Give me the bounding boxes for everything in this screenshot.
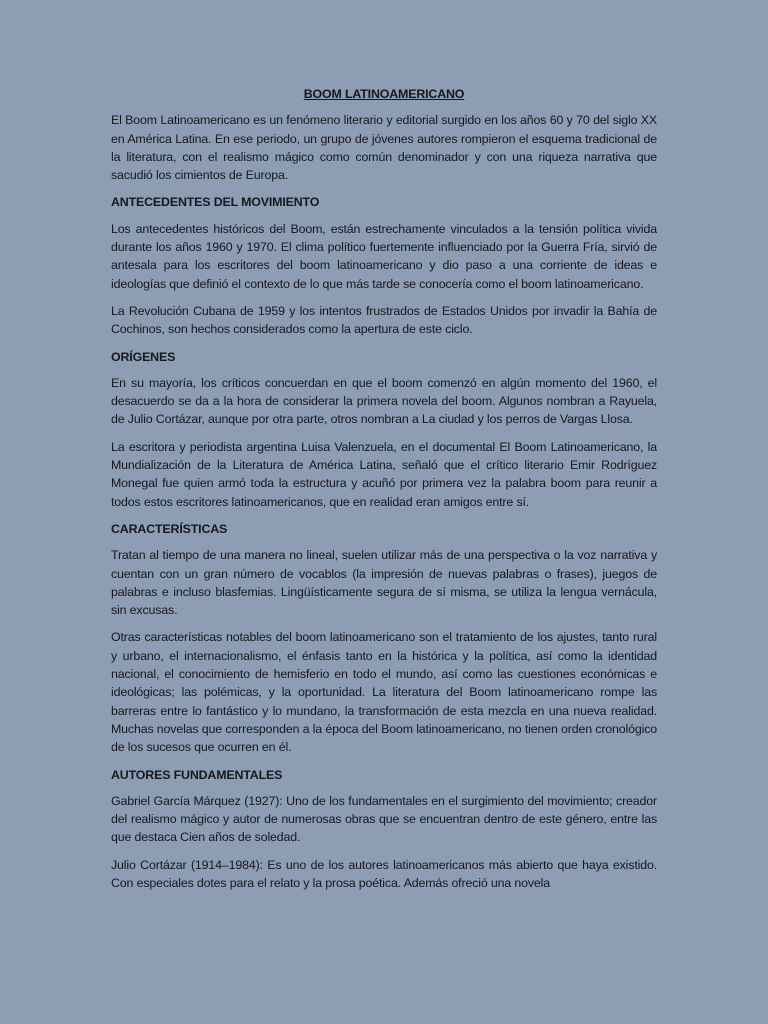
intro-paragraph: El Boom Latinoamericano es un fenómeno literario y editorial surgido en los años 60 y 70 del siglo XX en América Latina. En ese periodo, un grupo de jóvenes autores rompieron el esquema tradicional de la literatura, con el realismo mágico como común denominador y con una riqueza narrativa que sacudió los cimientos de Europa. bbox=[111, 113, 657, 183]
paragraph: Otras características notables del boom latinoamericano son el tratamiento de los ajustes, tanto rural y urbano, el internacionalismo, el énfasis tanto en la histórica y la política, así como la identidad nacional, el conocimiento de hemisferio en todo el mundo, así como las cuestiones económicas e ideológicas; las polémicas, y la oportunidad. La literatura del Boom latinoamericano rompe las barreras entre lo fantástico y lo mundano, la transformación de esta mezcla en una nueva realidad. Muchas novelas que corresponden a la época del Boom latinoamericano, no tienen orden cronológico de los sucesos que ocurren en él. bbox=[111, 630, 657, 755]
section-heading-autores: AUTORES FUNDAMENTALES bbox=[111, 767, 283, 782]
section-heading-origenes: ORÍGENES bbox=[111, 349, 176, 364]
paragraph: La escritora y periodista argentina Luisa Valenzuela, en el documental El Boom Latinoamericano, la Mundialización de la Literatura de América Latina, señaló que el crítico literario Emir Rodríguez Monegal fue quien armó toda la estructura y acuñó por primera vez la palabra boom para reunir a todos estos escritores latinoamericanos, que en realidad eran amigos entre sí. bbox=[111, 439, 657, 509]
paragraph: La Revolución Cubana de 1959 y los intentos frustrados de Estados Unidos por invadir la Bahía de Cochinos, son hechos considerados como la apertura de este ciclo. bbox=[111, 303, 657, 337]
document-title: BOOM LATINOAMERICANO bbox=[303, 87, 465, 101]
paragraph: Julio Cortázar (1914–1984): Es uno de los autores latinoamericanos más abierto que haya existido. Con especiales dotes para el relato y la prosa poética. Además ofreció una novela bbox=[111, 857, 657, 890]
paragraph: Gabriel García Márquez (1927): Uno de los fundamentales en el surgimiento del movimiento; creador del realismo mágico y autor de numerosas obras que se encuentran dentro de este género, entre las que destaca Cien años de soledad. bbox=[111, 793, 657, 845]
paragraph: Tratan al tiempo de una manera no lineal, suelen utilizar más de una perspectiva o la voz narrativa y cuentan con un gran número de vocablos (la impresión de nuevas palabras o frases), juegos de palabras e incluso blasfemias. Lingüísticamente segura de sí misma, se utiliza la lengua vernácula, sin excusas. bbox=[111, 548, 657, 618]
section-heading-caracteristicas: CARACTERÍSTICAS bbox=[111, 521, 228, 536]
paragraph: Los antecedentes históricos del Boom, están estrechamente vinculados a la tensión política vivida durante los años 1960 y 1970. El clima político fuertemente influenciado por la Guerra Fría, sirvió de antesala para los escritores del boom latinoamericano y dio paso a una corriente de ideas e ideologías que definió el contexto de lo que más tarde se conocería como el boom latinoamericano. bbox=[111, 221, 657, 291]
section-heading-antecedentes: ANTECEDENTES DEL MOVIMIENTO bbox=[111, 195, 320, 210]
paragraph: En su mayoría, los críticos concuerdan en que el boom comenzó en algún momento del 1960, el desacuerdo se da a la hora de considerar la primera novela del boom. Algunos nombran a Rayuela, de Julio Cortázar, aunque por otra parte, otros nombran a La ciudad y los perros de Vargas Llosa. bbox=[111, 375, 657, 427]
